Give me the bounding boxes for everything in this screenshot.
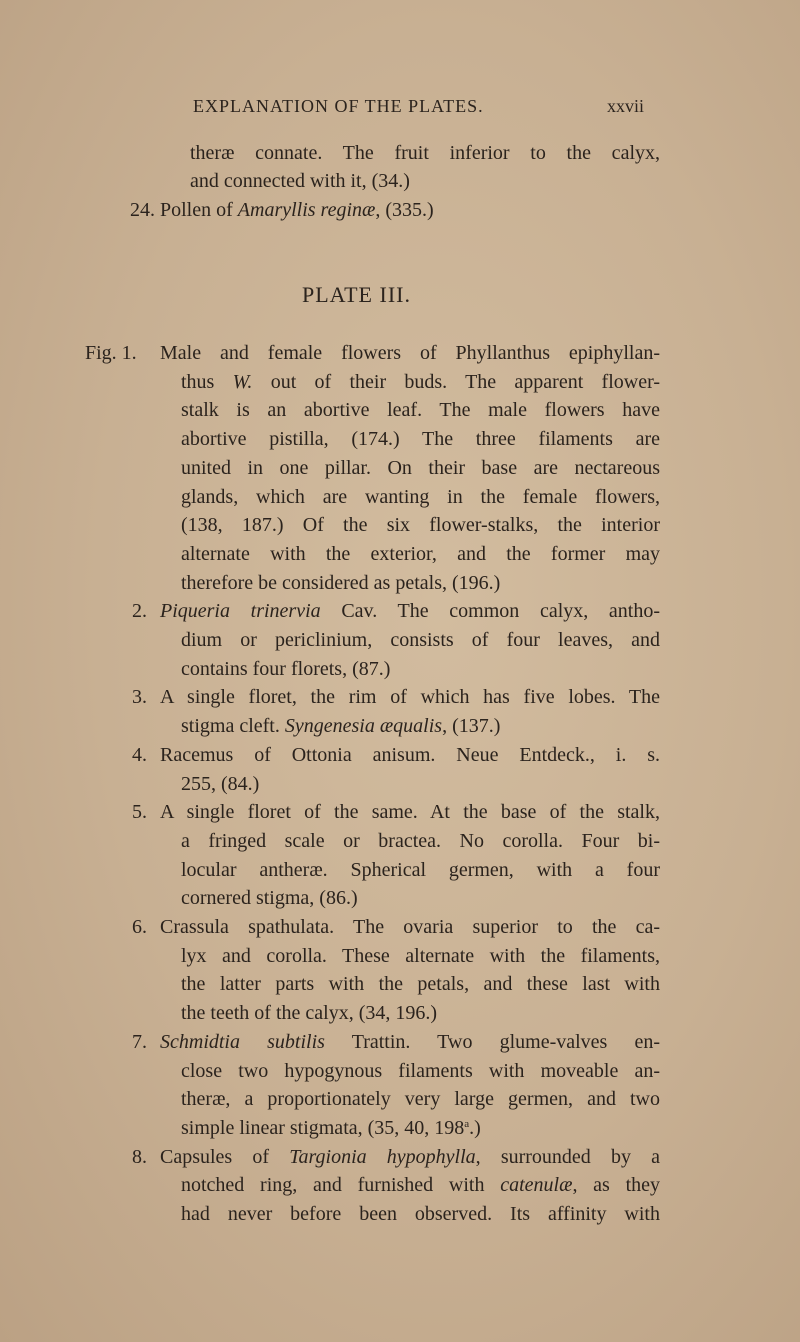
text-line [181, 425, 660, 453]
text-line [181, 396, 660, 424]
text-line [160, 339, 660, 367]
figure-number: 7. [132, 1031, 147, 1053]
figure-number: Fig. 1. [85, 342, 137, 364]
text-line [160, 196, 660, 224]
italic-text: Targionia hypophylla [289, 1146, 476, 1168]
text-line [181, 942, 660, 970]
text-segment: abortive pistilla, (174.) The three filaments are [181, 428, 660, 450]
text-line [181, 511, 660, 539]
text-line [181, 770, 660, 798]
text-segment: out of their buds. The apparent flower- [252, 371, 660, 393]
text-line [160, 597, 660, 625]
text-segment: stalk is an abortive leaf. The male flowers have [181, 399, 660, 421]
text-line [160, 741, 660, 769]
text-segment: , as they [572, 1174, 661, 1196]
text-line [181, 999, 660, 1027]
text-segment: A single floret, the rim of which has five lobes. The [160, 686, 660, 708]
text-segment: lyx and corolla. These alternate with the filaments, [181, 945, 660, 967]
text-segment: simple linear stigmata, (35, 40, 198 [181, 1117, 465, 1139]
text-segment: .) [469, 1117, 481, 1139]
text-segment: close two hypogynous filaments with moveable an- [181, 1060, 660, 1082]
text-line [181, 626, 660, 654]
text-segment: theræ, a proportionately very large germen, and two [181, 1088, 660, 1110]
italic-text: Amaryllis reginæ [237, 199, 376, 221]
text-segment: stigma cleft. [181, 715, 285, 737]
superscript: a [464, 1118, 470, 1130]
figure-number: 4. [132, 744, 147, 766]
text-line [181, 1200, 660, 1228]
text-line [181, 540, 660, 568]
text-line [181, 1085, 660, 1113]
italic-text: Piqueria trinervia [160, 600, 321, 622]
text-segment: had never before been observed. Its affinity with [181, 1203, 660, 1225]
text-segment: contains four florets, (87.) [181, 658, 391, 680]
text-line [181, 569, 660, 597]
text-segment: Trattin. Two glume-valves en- [324, 1031, 660, 1053]
text-segment: , surrounded by a [475, 1146, 660, 1168]
text-line [181, 1057, 660, 1085]
running-header-title: EXPLANATION OF THE PLATES. [193, 96, 484, 116]
text-segment: united in one pillar. On their base are nectareous [181, 457, 660, 479]
figure-number: 8. [132, 1146, 147, 1168]
text-segment: , (137.) [442, 715, 501, 737]
text-segment: alternate with the exterior, and the former may [181, 543, 660, 565]
text-line [181, 483, 660, 511]
text-line [181, 1114, 660, 1142]
plate-title: PLATE III. [302, 282, 411, 307]
italic-text: Syngenesia æqualis [284, 715, 443, 737]
text-segment: thus [181, 371, 233, 393]
italic-text: W. [232, 371, 253, 393]
text-segment: theræ connate. The fruit inferior to the calyx, [190, 142, 660, 164]
figure-number: 2. [132, 600, 147, 622]
figure-number: 5. [132, 801, 147, 823]
text-segment: dium or periclinium, consists of four leaves, and [181, 629, 660, 651]
text-segment: the teeth of the calyx, (34, 196.) [181, 1002, 438, 1024]
figure-number: 3. [132, 686, 147, 708]
text-line [160, 1028, 660, 1056]
text-line [181, 655, 660, 683]
text-line [181, 970, 660, 998]
text-line [181, 884, 660, 912]
text-line [190, 139, 660, 167]
text-segment: Pollen of [160, 199, 238, 221]
text-line [181, 368, 660, 396]
text-line [181, 712, 660, 740]
text-segment: A single floret of the same. At the base of the stalk, [160, 801, 660, 823]
text-segment: Racemus of Ottonia anisum. Neue Entdeck., i. s. [160, 744, 660, 766]
text-line [181, 856, 660, 884]
text-segment: Capsules of [160, 1146, 290, 1168]
text-line [190, 167, 660, 195]
text-segment: and connected with it, (34.) [190, 170, 410, 192]
text-line [181, 827, 660, 855]
italic-text: Schmidtia subtilis [160, 1031, 325, 1053]
text-segment: Cav. The common calyx, antho- [320, 600, 661, 622]
text-segment: cornered stigma, (86.) [181, 887, 358, 909]
text-segment: therefore be considered as petals, (196.) [181, 572, 501, 594]
text-segment: Crassula spathulata. The ovaria superior to the ca- [160, 916, 660, 938]
text-segment: (138, 187.) Of the six flower-stalks, the interior [181, 514, 660, 536]
text-segment: the latter parts with the petals, and these last with [181, 973, 660, 995]
italic-text: catenulæ [500, 1174, 573, 1196]
text-line [160, 913, 660, 941]
text-line [160, 798, 660, 826]
text-line [181, 454, 660, 482]
item-number: 24. [130, 199, 155, 221]
text-line [160, 683, 660, 711]
text-segment: locular antheræ. Spherical germen, with a four [181, 859, 660, 881]
text-line [160, 1143, 660, 1171]
text-segment: notched ring, and furnished with [181, 1174, 501, 1196]
text-segment: Male and female flowers of Phyllanthus epiphyllan- [160, 342, 660, 364]
text-segment: glands, which are wanting in the female flowers, [181, 486, 660, 508]
text-segment: a fringed scale or bractea. No corolla. Four bi- [181, 830, 660, 852]
text-segment: , (335.) [375, 199, 434, 221]
text-line [181, 1171, 660, 1199]
text-segment: 255, (84.) [181, 773, 260, 795]
figure-number: 6. [132, 916, 147, 938]
page-number: xxvii [607, 96, 645, 116]
